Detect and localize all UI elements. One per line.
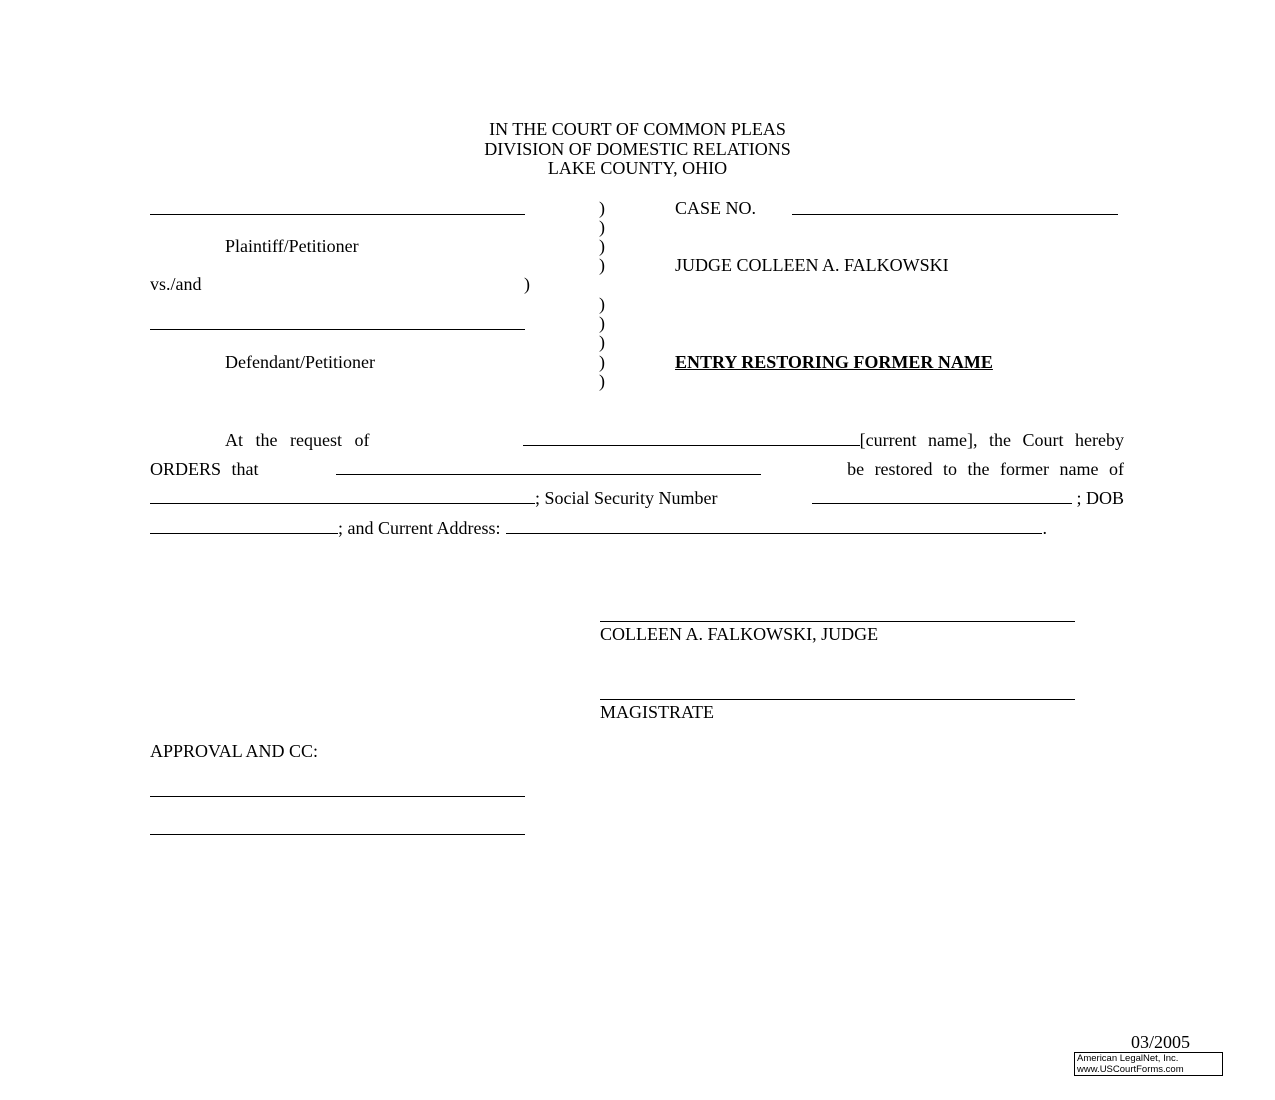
county-name: LAKE COUNTY, OHIO	[547, 158, 728, 178]
case-number-blank	[792, 214, 1118, 215]
paragraph-line	[150, 517, 1047, 539]
paragraph-text: At the request of	[225, 430, 370, 450]
defendant-name-blank	[150, 329, 525, 330]
plaintiff-name-blank	[150, 214, 525, 215]
paragraph-text: be restored to the former name of	[847, 459, 1124, 479]
form-revision-date: 03/2005	[1131, 1032, 1191, 1052]
judge-signature-label: COLLEEN A. FALKOWSKI, JUDGE	[600, 624, 879, 644]
paragraph-text: ORDERS that	[150, 459, 259, 479]
paragraph-text: ; Social Security Number	[535, 488, 718, 508]
plaintiff-label: Plaintiff/Petitioner	[225, 236, 359, 256]
entry-title: ENTRY RESTORING FORMER NAME	[675, 352, 993, 372]
magistrate-signature-label: MAGISTRATE	[600, 702, 715, 722]
paragraph-text: ; and Current Address:	[338, 518, 501, 538]
paragraph-text: ; DOB	[1076, 488, 1124, 508]
paren: )	[599, 255, 605, 275]
address-blank	[506, 517, 1042, 534]
defendant-label: Defendant/Petitioner	[225, 352, 375, 372]
magistrate-signature-line	[600, 699, 1075, 700]
publisher-badge	[1074, 1052, 1223, 1076]
current-name-blank	[523, 429, 860, 446]
publisher-website: www.USCourtForms.com	[1077, 1064, 1184, 1075]
paren: )	[599, 198, 605, 218]
paragraph-text: [current name], the Court hereby	[859, 430, 1124, 450]
approval-line	[150, 796, 525, 797]
paren: )	[599, 352, 605, 372]
court-name: IN THE COURT OF COMMON PLEAS	[489, 119, 786, 139]
ssn-blank	[812, 487, 1072, 504]
case-number-label: CASE NO.	[675, 198, 757, 218]
approval-line	[150, 834, 525, 835]
paren: )	[599, 236, 605, 256]
paragraph-line	[150, 458, 1124, 480]
vs-label: vs./and	[150, 274, 202, 294]
paragraph-line	[150, 487, 1124, 509]
dob-blank	[150, 517, 338, 534]
person-name-blank	[336, 458, 761, 475]
publisher-name: American LegalNet, Inc.	[1077, 1053, 1179, 1064]
paren: )	[599, 332, 605, 352]
former-name-blank	[150, 487, 535, 504]
judge-label: JUDGE COLLEEN A. FALKOWSKI	[675, 255, 949, 275]
paren: )	[599, 217, 605, 237]
paragraph-text: .	[1042, 518, 1047, 538]
paren: )	[599, 294, 605, 314]
paren: )	[524, 274, 530, 294]
division-name: DIVISION OF DOMESTIC RELATIONS	[484, 139, 791, 159]
approval-label: APPROVAL AND CC:	[150, 741, 319, 761]
judge-signature-line	[600, 621, 1075, 622]
paren: )	[599, 371, 605, 391]
paragraph-line	[225, 429, 1124, 451]
paren: )	[599, 313, 605, 333]
